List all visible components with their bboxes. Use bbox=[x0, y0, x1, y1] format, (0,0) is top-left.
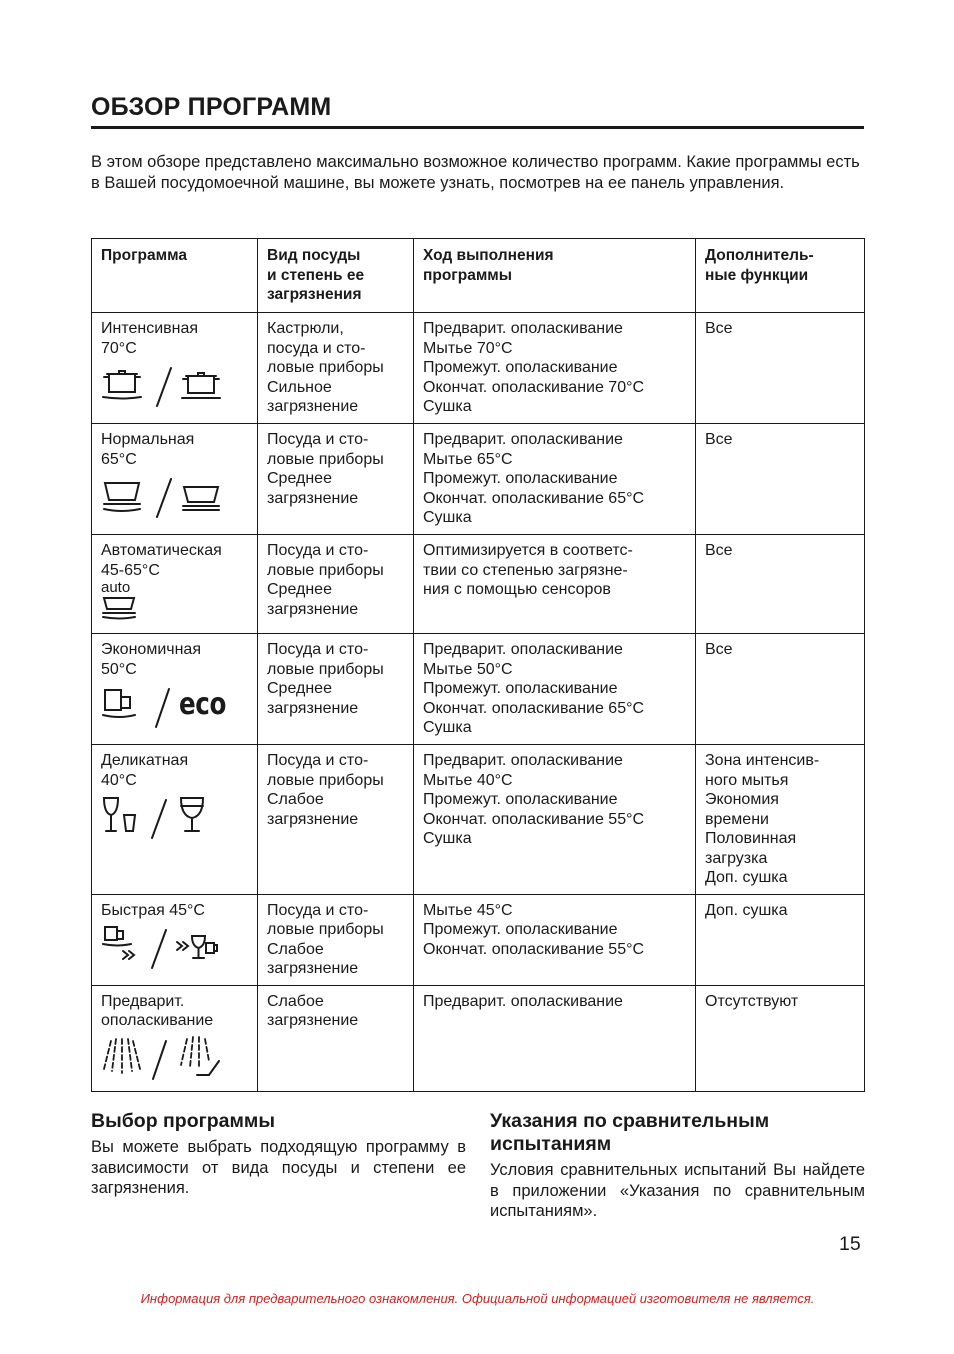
comparative-tests-heading: Указания по сравнительным испытаниям bbox=[490, 1110, 770, 1155]
disclaimer-note: Информация для предварительного ознакомления. Официальной информацией изготовителя не является. bbox=[140, 1291, 815, 1306]
header-load: Вид посуды и степень ее загрязнения bbox=[258, 239, 414, 313]
cup-eco-icon bbox=[101, 683, 249, 731]
load-cell: Посуда и сто- ловые приборы Слабое загрязнение bbox=[258, 894, 414, 985]
program-name: Деликатная 40°C bbox=[101, 752, 189, 789]
spray-prerinse-icon bbox=[101, 1035, 249, 1083]
sequence-cell: Предварит. ополаскивание Мытье 70°C Промежут. ополаскивание Окончат. ополаскивание 70°C Сушка bbox=[414, 313, 696, 424]
pot-intensive-icon bbox=[101, 362, 249, 410]
options-cell: Все bbox=[696, 313, 865, 424]
program-cell bbox=[92, 894, 258, 985]
program-name: Предварит. ополаскивание bbox=[101, 992, 214, 1029]
sequence-cell: Предварит. ополаскивание Мытье 50°C Промежут. ополаскивание Окончат. ополаскивание 65°C Сушка bbox=[414, 634, 696, 745]
header-sequence: Ход выполнения программы bbox=[414, 239, 696, 313]
program-name: Нормальная 65°C bbox=[101, 431, 195, 468]
program-selection-heading: Выбор программы bbox=[91, 1110, 276, 1132]
bowl-normal-icon bbox=[101, 473, 249, 521]
load-cell: Кастрюли, посуда и сто- ловые приборы Сильное загрязнение bbox=[258, 313, 414, 424]
header-options: Дополнитель- ные функции bbox=[696, 239, 865, 313]
wineglass-delicate-icon bbox=[101, 794, 249, 842]
auto-label: auto bbox=[101, 579, 131, 596]
table-row bbox=[92, 535, 865, 634]
program-selection-text: Вы можете выбрать подходящую программу в зависимости от вида посуды и степени ее загрязнения. bbox=[91, 1138, 466, 1197]
load-cell: Слабое загрязнение bbox=[258, 985, 414, 1091]
title-rule bbox=[91, 126, 864, 129]
load-cell: Посуда и сто- ловые приборы Среднее загрязнение bbox=[258, 535, 414, 634]
program-name: Автоматическая 45-65°C bbox=[101, 542, 222, 579]
program-name: Быстрая 45°C bbox=[101, 901, 205, 919]
table-row bbox=[92, 745, 865, 895]
options-cell: Доп. сушка bbox=[696, 894, 865, 985]
table-row bbox=[92, 424, 865, 535]
table-header-row bbox=[92, 239, 865, 313]
page-number: 15 bbox=[839, 1233, 861, 1255]
load-cell: Посуда и сто- ловые приборы Среднее загрязнение bbox=[258, 634, 414, 745]
sequence-cell: Предварит. ополаскивание Мытье 40°C Промежут. ополаскивание Окончат. ополаскивание 55°C Сушка bbox=[414, 745, 696, 895]
table-row bbox=[92, 313, 865, 424]
header-program: Программа bbox=[92, 239, 258, 313]
options-cell: Все bbox=[696, 535, 865, 634]
program-cell bbox=[92, 424, 258, 535]
eco-label: eco bbox=[179, 687, 226, 722]
program-selection-section bbox=[91, 1110, 466, 1199]
program-cell bbox=[92, 985, 258, 1091]
sequence-cell: Мытье 45°C Промежут. ополаскивание Окончат. ополаскивание 55°C bbox=[414, 894, 696, 985]
options-cell: Отсутствуют bbox=[696, 985, 865, 1091]
intro-paragraph: В этом обзоре представлено максимально возможное количество программ. Какие программы есть в Вашей посудомоечной машине, вы можете узнать, посмотрев на ее панель управления. bbox=[91, 153, 860, 192]
program-cell bbox=[92, 313, 258, 424]
table-row bbox=[92, 985, 865, 1091]
sequence-cell: Оптимизируется в соответс- твии со степенью загрязне- ния с помощью сенсоров bbox=[414, 535, 696, 634]
table-row bbox=[92, 634, 865, 745]
program-name: Экономичная 50°C bbox=[101, 641, 201, 678]
page-title: ОБЗОР ПРОГРАММ bbox=[91, 93, 332, 121]
programs-table bbox=[91, 238, 865, 1092]
options-cell: Все bbox=[696, 424, 865, 535]
program-cell bbox=[92, 745, 258, 895]
load-cell: Посуда и сто- ловые приборы Среднее загрязнение bbox=[258, 424, 414, 535]
comparative-tests-section bbox=[490, 1110, 865, 1222]
comparative-tests-text: Условия сравнительных испытаний Вы найдете в приложении «Указания по сравнительным испытаниям». bbox=[490, 1161, 865, 1220]
auto-bowl-icon bbox=[101, 580, 249, 620]
load-cell: Посуда и сто- ловые приборы Слабое загрязнение bbox=[258, 745, 414, 895]
program-cell bbox=[92, 634, 258, 745]
sequence-cell: Предварит. ополаскивание Мытье 65°C Промежут. ополаскивание Окончат. ополаскивание 65°C Сушка bbox=[414, 424, 696, 535]
table-row bbox=[92, 894, 865, 985]
sequence-cell: Предварит. ополаскивание bbox=[414, 985, 696, 1091]
options-cell: Зона интенсив- ного мытья Экономия времени Половинная загрузка Доп. сушка bbox=[696, 745, 865, 895]
program-name: Интенсивная 70°C bbox=[101, 320, 199, 357]
options-cell: Все bbox=[696, 634, 865, 745]
cup-quick-icon bbox=[101, 924, 249, 972]
program-cell bbox=[92, 535, 258, 634]
